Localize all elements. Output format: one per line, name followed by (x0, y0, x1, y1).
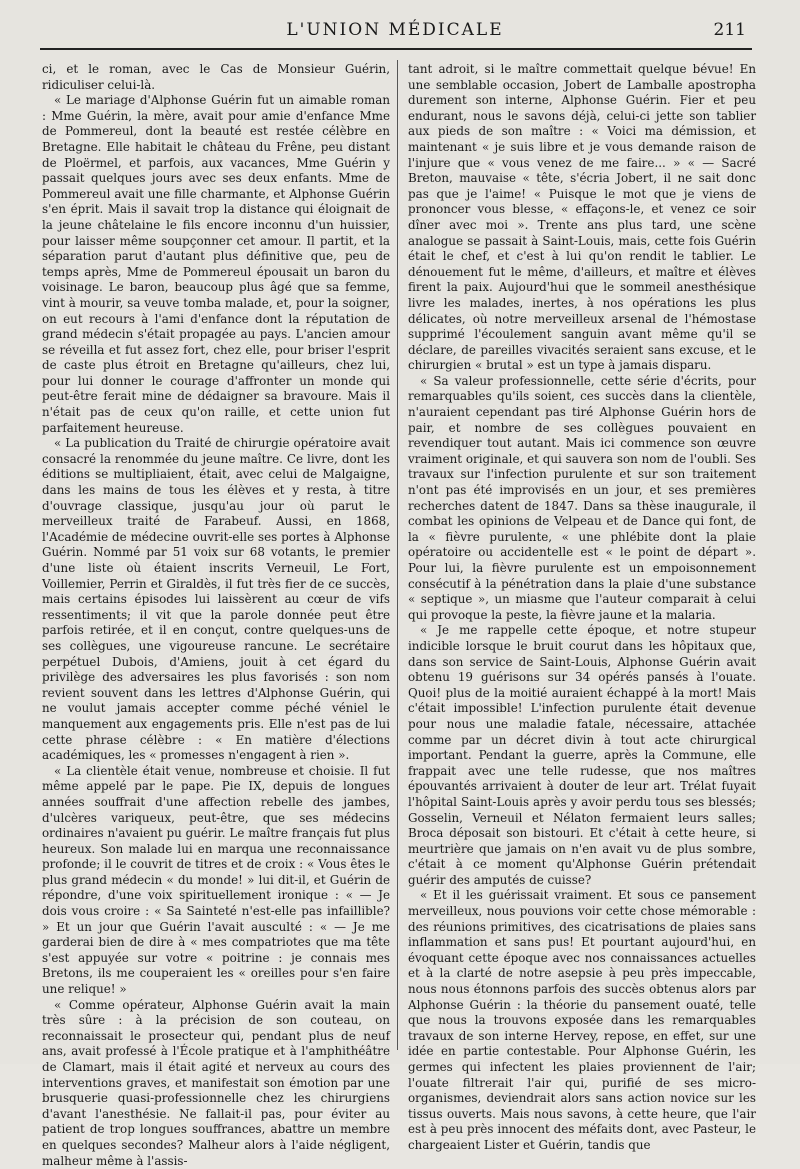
paragraph: « Et il les guérissait vraiment. Et sous ce pansement merveilleux, nous pouvions voir cette chose mémorable : des réunions primitives, des cicatrisations de plaies sans inflammation et sans pus! Et pourtant aujourd'hui, en évoquant cette époque avec nos connaissances actuelles et à la clarté de notre asepsie à peu près impeccable, nous nous étonnons parfois des succès obtenus alors par Alphonse Guérin : la théorie du pansement ouaté, telle que nous la trouvons exposée dans les remarquables travaux de son interne Hervey, repose, en effet, sur une idée en partie contestable. Pour Alphonse Guérin, les germes qui infectent les plaies proviennent de l'air; l'ouate filtrerait l'air qui, purifié de ses micro-organismes, deviendrait alors sans action novice sur les tissus ouverts. Mais nous savons, à cette heure, que l'air est à peu près innocent des méfaits dont, avec Pasteur, le chargeaient Lister et Guérin, tandis que (408, 888, 756, 1152)
journal-title: L'UNION MÉDICALE (286, 20, 504, 40)
page-header (40, 20, 750, 44)
paragraph: « Sa valeur professionnelle, cette série d'écrits, pour remarquables qu'ils soient, ces succès dans la clientèle, n'auraient cependant pas tiré Alphonse Guérin hors de pair, et nombre de ses collègues pouvaient en revendiquer tout autant. Mais ici commence son œuvre vraiment originale, et qui sauvera son nom de l'oubli. Ses travaux sur l'infection purulente et sur son traitement n'ont pas été improvisés en un jour, et ses premières recherches datent de 1847. Dans sa thèse inaugurale, il combat les opinions de Velpeau et de Dance qui font, de la « fièvre purulente, « une phlébite dont la plaie opératoire ou accidentelle est « le point de départ ». Pour lui, la fièvre purulente est un empoisonnement consécutif à la pénétration dans la plaie d'une substance « septique », un miasme que l'auteur comparait à celui qui provoque la peste, la fièvre jaune et la malaria. (408, 373, 756, 622)
paragraph: « Comme opérateur, Alphonse Guérin avait la main très sûre : à la précision de son couteau, on reconnaissait le prosecteur qui, pendant plus de neuf ans, avait professé à l'École pratique et à l'amphithéâtre de Clamart, mais il était agité et nerveux au cours des interventions graves, et manifestait son émotion par une brusquerie quasi-professionnelle chez les chirurgiens d'avant l'anesthésie. Ne fallait-il pas, pour éviter au patient de trop longues souffrances, abattre un membre en quelques secondes? Malheur alors à l'aide négligent, malheur même à l'assis- (42, 997, 390, 1168)
paragraph: tant adroit, si le maître commettait quelque bévue! En une semblable occasion, Jobert de Lamballe apostropha durement son interne, Alphonse Guérin. Fier et peu endurant, nous le savons déjà, celui-ci jette son tablier aux pieds de son maître : « Voici ma démission, et maintenant « je suis libre et je vous demande raison de l'injure que « vous venez de me faire... » « — Sacré Breton, mauvaise « tête, s'écria Jobert, il ne sait donc pas que je l'aime! « Puisque le mot que je viens de prononcer vous blesse, « effaçons-le, et venez ce soir dîner avec moi ». Trente ans plus tard, une scène analogue se passait à Saint-Louis, mais, cette fois Guérin était le chef, et c'est à lui qu'on rendit le tablier. Le dénouement fut le même, d'ailleurs, et maître et élèves firent la paix. Aujourd'hui que le sommeil anesthésique livre les malades, inertes, à nos opérations les plus délicates, où notre merveilleux arsenal de l'hémostase supprimé l'écoulement sanguin avant même qu'il se déclare, de pareilles vivacités seraient sans excuse, et le chirurgien « brutal » est un type à jamais disparu. (408, 62, 756, 373)
paragraph: « Je me rappelle cette époque, et notre stupeur indicible lorsque le bruit courut dans les hôpitaux que, dans son service de Saint-Louis, Alphonse Guérin avait obtenu 19 guérisons sur 34 opérés pansés à l'ouate. Quoi! plus de la moitié auraient échappé à la mort! Mais c'était impossible! L'infection purulente était devenue pour nous une maladie fatale, nécessaire, attachée comme par un décret divin à tout acte chirurgical important. Pendant la guerre, après la Commune, elle frappait avec une telle rudesse, que nos maîtres épouvantés arrivaient à douter de leur art. Trélat fuyait l'hôpital Saint-Louis après y avoir perdu tous ses blessés; Gosselin, Verneuil et Nélaton fermaient leurs salles; Broca déposait son bistouri. Et c'était à cette heure, si meurtrière que jamais on n'en avait vu de plus sombre, c'était à ce moment qu'Alphonse Guérin prétendait guérir des amputés de cuisse? (408, 623, 756, 887)
paragraph: « La clientèle était venue, nombreuse et choisie. Il fut même appelé par le pape. Pie IX, depuis de longues années souffrait d'une affection rebelle des jambes, d'ulcères variqueux, peut-être, que ses médecins ordinaires n'avaient pu guérir. Le maître français fut plus heureux. Son malade lui en marqua une reconnaissance profonde; il le couvrit de titres et de croix : « Vous êtes le plus grand médecin « du monde! » lui dit-il, et Guérin de répondre, d'une voix spirituellement ironique : « — Je dois vous croire : « Sa Sainteté n'est-elle pas infaillible? » Et un jour que Guérin l'avait ausculté : « — Je me garderai bien de dire à « mes compatriotes que ma tête s'est appuyée sur votre « poitrine : je connais mes Bretons, ils me couperaient les « oreilles pour s'en faire une relique! » (42, 763, 390, 997)
left-column (42, 62, 390, 1169)
paragraph: ci, et le roman, avec le Cas de Monsieur Guérin, ridiculiser celui-là. (42, 62, 390, 92)
right-column (408, 62, 756, 1154)
page-number: 211 (713, 20, 746, 40)
paragraph: « La publication du Traité de chirurgie opératoire avait consacré la renommée du jeune maître. Ce livre, dont les éditions se multipliaient, était, avec celui de Malgaigne, dans les mains de tous les élèves et y resta, à titre d'ouvrage classique, jusqu'au jour où parut le merveilleux traité de Farabeuf. Aussi, en 1868, l'Académie de médecine ouvrit-elle ses portes à Alphonse Guérin. Nommé par 51 voix sur 68 votants, le premier d'une liste où étaient inscrits Verneuil, Le Fort, Voillemier, Perrin et Giraldès, il fut très fier de ce succès, mais certains épisodes lui laissèrent au cœur de vifs ressentiments; il vit que la parole donnée peut être parfois retirée, et il en conçut, contre quelques-uns de ses collègues, une vigoureuse rancune. Le secrétaire perpétuel Dubois, d'Amiens, jouit à cet égard du privilège des adversaires les plus favorisés : son nom revient souvent dans les lettres d'Alphonse Guérin, qui ne voulut jamais accepter comme péché véniel le manquement aux engagements pris. Elle n'est pas de lui cette phrase célèbre : « En matière d'élections académiques, les « promesses n'engagent à rien ». (42, 436, 390, 763)
paragraph: « Le mariage d'Alphonse Guérin fut un aimable roman : Mme Guérin, la mère, avait pour amie d'enfance Mme de Pommereul, dont la beauté est restée célèbre en Bretagne. Elle habitait le château du Frêne, peu distant de Ploërmel, et parfois, aux vacances, Mme Guérin y passait quelques jours avec ses deux enfants. Mme de Pommereul avait une fille charmante, et Alphonse Guérin s'en éprit. Mais il savait trop la distance qui éloignait de la jeune châtelaine le fils encore inconnu d'un huissier, pour laisser même soupçonner cet amour. Il partit, et la séparation parut d'autant plus définitive que, peu de temps après, Mme de Pommereul épousait un baron du voisinage. Le baron, beaucoup plus âgé que sa femme, vint à mourir, sa veuve tomba malade, et, pour la soigner, on eut recours à l'ami d'enfance dont la réputation de grand médecin s'était propagée au pays. L'ancien amour se réveilla et fut assez fort, chez elle, pour briser l'esprit de caste plus étroit en Bretagne qu'ailleurs, chez lui, pour lui donner le courage d'affronter un monde qui peut-être ferait mine de dédaigner sa bravoure. Mais il n'était pas de ceux qu'on raille, et cette union fut parfaitement heureuse. (42, 93, 390, 435)
column-divider (397, 60, 398, 1050)
header-rule (40, 48, 752, 50)
